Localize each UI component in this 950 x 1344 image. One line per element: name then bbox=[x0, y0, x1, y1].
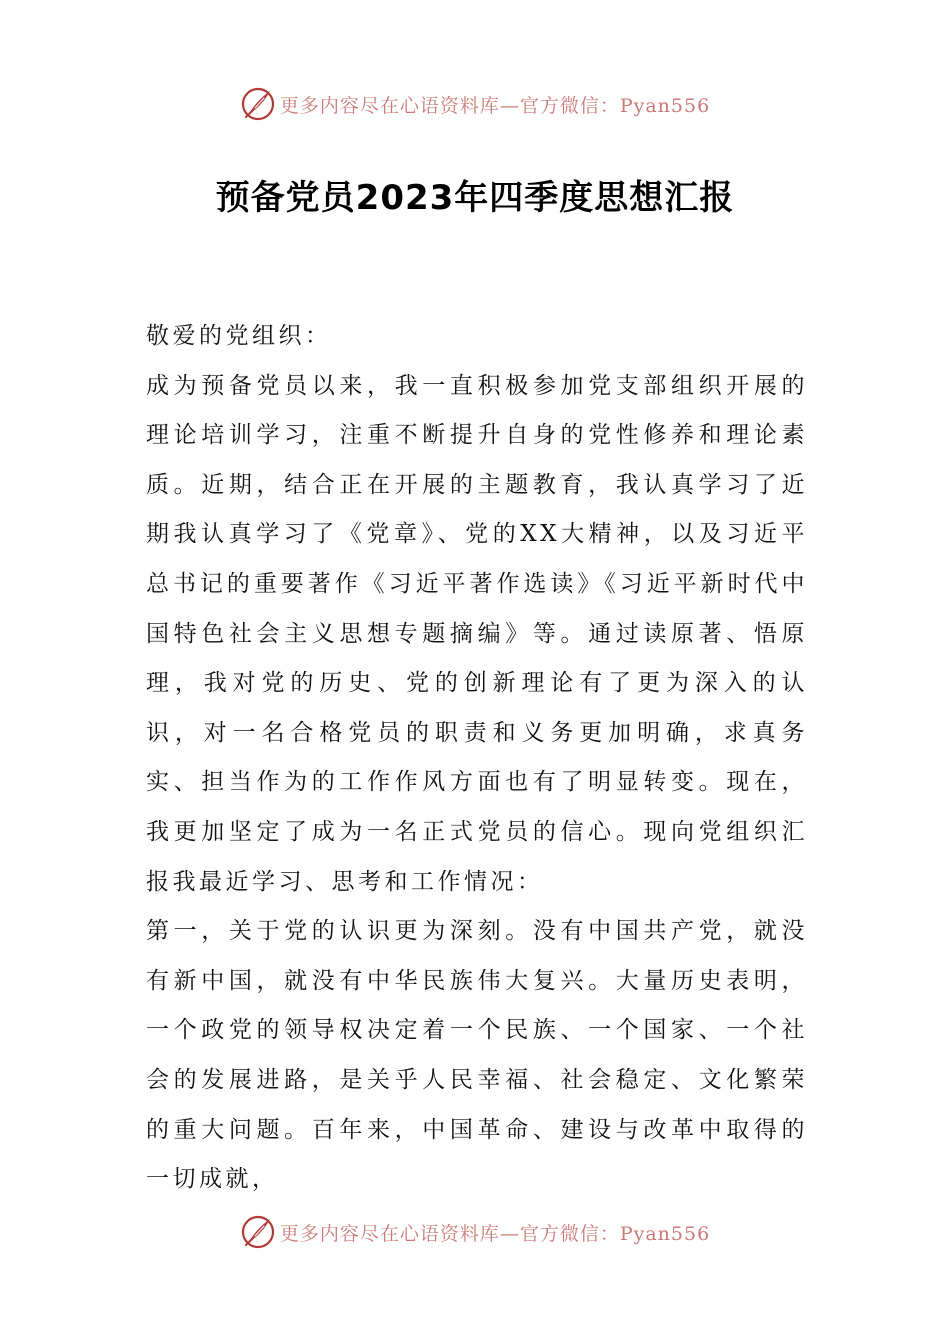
footer-watermark-banner bbox=[0, 1212, 950, 1252]
paragraph: 成为预备党员以来，我一直积极参加党支部组织开展的理论培训学习，注重不断提升自身的党性修养和理论素质。近期，结合正在开展的主题教育，我认真学习了近期我认真学习了《党章》、党的XX大精神，以及习近平总书记的重要著作《习近平著作选读》《习近平新时代中国特色社会主义思想专题摘编》等。通过读原著、悟原理，我对党的历史、党的创新理论有了更为深入的认识，对一名合格党员的职责和义务更加明确，求真务实、担当作为的工作作风方面也有了明显转变。现在，我更加坚定了成为一名正式党员的信心。现向党组织汇报我最近学习、思考和工作情况： bbox=[146, 372, 808, 895]
paragraph: 第一，关于党的认识更为深刻。没有中国共产党，就没有新中国，就没有中华民族伟大复兴。大量历史表明，一个政党的领导权决定着一个民族、一个国家、一个社会的发展进路，是关乎人民幸福、社会稳定、文化繁荣的重大问题。百年来，中国革命、建设与改革中取得的一切成就， bbox=[146, 918, 808, 1193]
document-title: 预备党员2023年四季度思想汇报 bbox=[215, 178, 735, 218]
header-watermark-banner bbox=[0, 84, 950, 124]
quill-pen-logo-icon bbox=[240, 1214, 276, 1250]
document-body bbox=[146, 312, 808, 1205]
watermark-text: 更多内容尽在心语资料库—官方微信：Pyan556 bbox=[279, 94, 711, 117]
quill-pen-logo-icon bbox=[240, 86, 276, 122]
watermark-text: 更多内容尽在心语资料库—官方微信：Pyan556 bbox=[279, 1222, 711, 1245]
salutation: 敬爱的党组织： bbox=[146, 323, 332, 349]
